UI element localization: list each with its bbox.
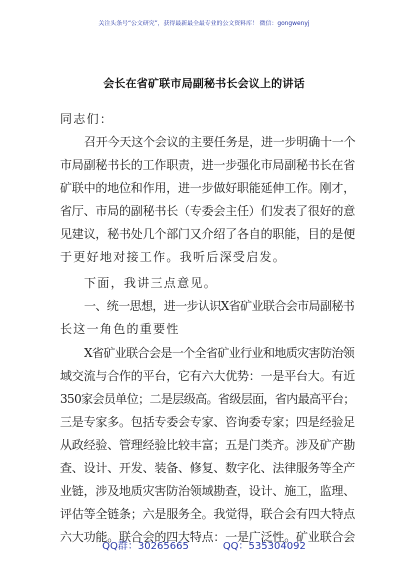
body-line: 省厅、市局的副秘书长（专委会主任）们发表了很好的意 — [60, 204, 356, 218]
body-line: 六大功能。联合会的四大特点：一是广泛性。矿业联合会 — [60, 530, 356, 544]
body-line: 从政经验、管理经验比较丰富；五是门类齐。涉及矿产勘 — [60, 438, 356, 452]
section-heading-line: 长这一角色的重要性 — [60, 322, 180, 336]
body-line: 评估等全链条；六是服务全。我觉得，联合会有四大特点 — [60, 507, 356, 521]
footer-contact — [0, 537, 408, 552]
body-line: 350家会员单位；二是层级高。省级层面，省内最高平台； — [60, 392, 355, 406]
body-line: 召开今天这个会议的主要任务是，进一步明确十一个 — [84, 135, 356, 149]
body-line: X省矿业联合会是一个全省矿业行业和地质灾害防治领 — [84, 346, 355, 360]
body-line: 业链，涉及地质灾害防治领域勘查，设计、施工，监理、 — [60, 484, 356, 498]
body-line: 市局副秘书长的工作职责，进一步强化市局副秘书长在省 — [60, 158, 356, 172]
qq-number: QQ：535304092 — [222, 541, 306, 552]
body-line: 见建议，秘书处几个部门又介绍了各自的职能，目的是便 — [60, 227, 356, 241]
body-line: 查、设计、开发、装备、修复、数字化、法律服务等全产 — [60, 461, 356, 475]
document-title: 会长在省矿联市局副秘书长会议上的讲话 — [103, 77, 305, 90]
header-banner: 关注头条号“公文研究”，获得最新最全最专业的公文资料库！ 微信：gongwenyj — [98, 21, 310, 27]
body-line: 于更好地对接工作。我听后深受启发。 — [60, 250, 287, 264]
qq-group-number: QQ群：30265665 — [102, 541, 189, 552]
body-line: 三是专家多。包括专委会专家、咨询委专家；四是经验足 — [60, 415, 356, 429]
salutation-line: 同志们： — [60, 112, 114, 126]
body-line: 矿联中的地位和作用，进一步做好职能延伸工作。刚才， — [60, 181, 356, 195]
body-line: 域交流与合作的平台，它有六大优势：一是平台大。有近 — [60, 369, 356, 383]
body-line: 下面，我讲三点意见。 — [84, 276, 218, 290]
section-heading-line: 一、统一思想，进一步认识X省矿业联合会市局副秘书 — [84, 299, 355, 313]
